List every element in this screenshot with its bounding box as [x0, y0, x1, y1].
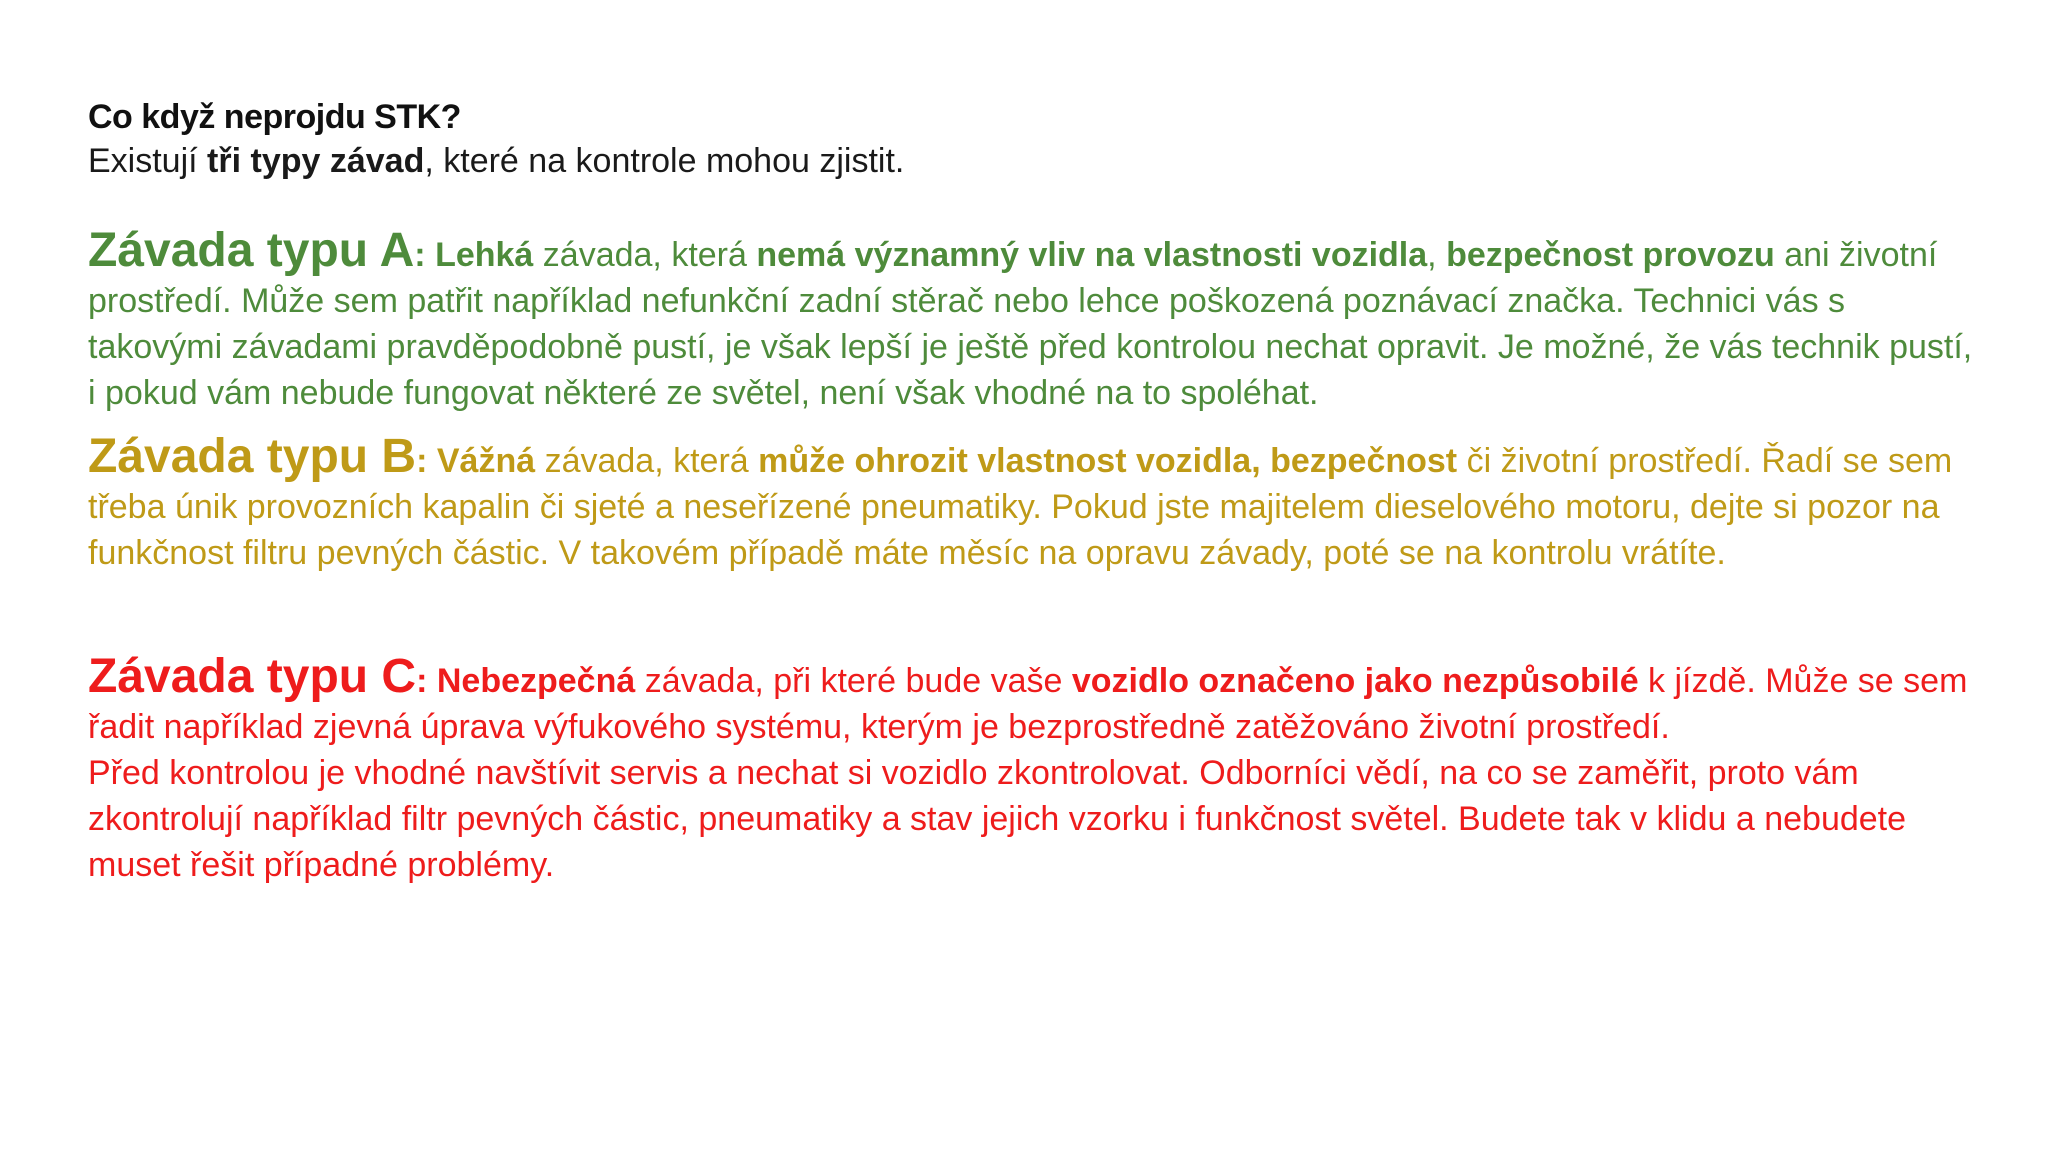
page-title: Co když neprojdu STK?: [88, 98, 461, 136]
defect-b-text2: či životní prostředí. Řadí se sem třeba únik provozních kapalin či sjeté a neseřízené pneumatiky. Pokud jste majitelem dieselového motoru, dejte si pozor na funkčnost filtru pevných částic. V takovém případě máte měsíc na opravu závady, poté se na kontrolu vrátíte.: [88, 442, 1953, 572]
intro-post: , které na kontrole mohou zjistit.: [424, 142, 905, 180]
defect-a-text3: ani životní prostředí. Může sem patřit například nefunkční zadní stěrač nebo lehce poškozená poznávací značka. Technici vás s takovými závadami pravděpodobně pustí, je však lepší je ještě před kontrolou nechat opravit. Je možné, že vás technik pustí, i pokud vám nebude fungovat některé ze světel, není však vhodné na to spoléhat.: [88, 236, 1973, 412]
defect-c-bold2: vozidlo označeno jako nezpůsobilé: [1071, 662, 1639, 700]
defect-a-text1: závada, která: [533, 236, 757, 274]
defect-b-paragraph: [88, 432, 1988, 576]
defect-c-text2: k jízdě. Může se sem řadit například zjevná úprava výfukového systému, kterým je bezprostředně zatěžováno životní prostředí.: [88, 662, 1968, 746]
intro-bold: tři typy závad: [207, 142, 425, 180]
defect-a-bold2: nemá významný vliv na vlastnosti vozidla: [756, 236, 1428, 274]
defect-b-bold2: může ohrozit vlastnost vozidla, bezpečnost: [758, 442, 1458, 480]
defect-a-title: Závada typu A: [88, 224, 415, 277]
defect-b-bold1: Vážná: [436, 442, 536, 480]
defect-a-bold1: Lehká: [435, 236, 534, 274]
intro-pre: Existují: [88, 142, 208, 180]
defect-b-title: Závada typu B: [88, 430, 417, 483]
defect-c-text1: závada, při které bude vaše: [635, 662, 1072, 700]
intro-text: [88, 138, 1988, 184]
defect-c-title: Závada typu C: [88, 650, 417, 703]
defect-c-paragraph: [88, 652, 1988, 888]
defect-c-bold1: Nebezpečná: [436, 662, 636, 700]
defect-a-bold3: bezpečnost provozu: [1446, 236, 1775, 274]
slide: [88, 96, 1988, 888]
defect-a-text2: ,: [1427, 236, 1447, 274]
defect-b-colon: :: [416, 442, 437, 480]
defect-b-text1: závada, která: [535, 442, 759, 480]
defect-a-paragraph: [88, 226, 1988, 416]
defect-c-advice: Před kontrolou je vhodné navštívit servis a nechat si vozidlo zkontrolovat. Odborníci vědí, na co se zaměřit, proto vám zkontrolují například filtr pevných částic, pneumatiky a stav jejich vzorku i funkčnost světel. Budete tak v klidu a nebudete muset řešit případné problémy.: [88, 754, 1907, 884]
defect-a-colon: :: [414, 236, 436, 274]
defect-c-colon: :: [416, 662, 437, 700]
